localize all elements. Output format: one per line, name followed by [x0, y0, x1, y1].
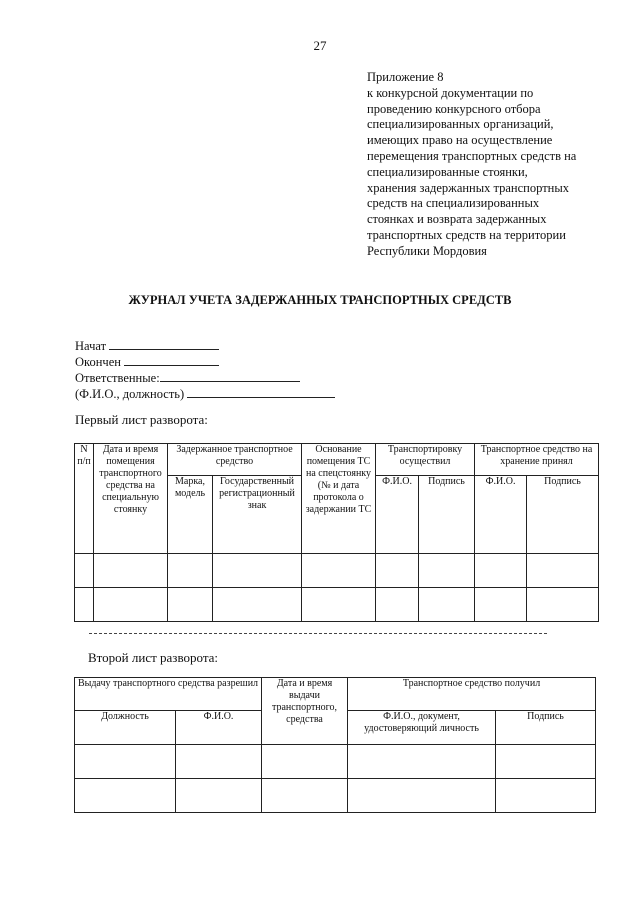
table-cell: [176, 745, 262, 779]
started-field: [75, 338, 335, 354]
responsible-blank-line: [160, 370, 300, 382]
finished-label: Окончен: [75, 355, 121, 369]
table-cell: [75, 779, 176, 813]
table-cell: [475, 554, 527, 588]
table-cell: [168, 588, 213, 622]
table-cell: [419, 554, 475, 588]
header-sign-storage: Подпись: [527, 476, 599, 554]
header-received: Транспортное средство получил: [348, 678, 596, 711]
header-fio: Ф.И.О.: [176, 711, 262, 745]
name-position-label: (Ф.И.О., должность): [75, 387, 185, 401]
table-cell: [262, 779, 348, 813]
responsible-field: [75, 370, 335, 386]
table-cell: [376, 588, 419, 622]
table-cell: [94, 554, 168, 588]
first-sheet-table: [74, 443, 599, 622]
table-cell: [475, 588, 527, 622]
header-issue-permitted: Выдачу транспортного средства разрешил: [75, 678, 262, 711]
appendix-line: перемещения транспортных средств на: [367, 148, 577, 163]
header-regsign: Государственный регистрационный знак: [213, 476, 302, 554]
table-cell: [302, 588, 376, 622]
finished-blank-line: [124, 354, 219, 366]
table-cell: [75, 554, 94, 588]
header-transported: Транспортировку осуществил: [376, 444, 475, 476]
table-cell: [496, 745, 596, 779]
appendix-line: специализированные стоянки,: [367, 164, 528, 179]
name-position-blank-line: [187, 386, 335, 398]
header-make: Марка, модель: [168, 476, 213, 554]
table-cell: [262, 745, 348, 779]
table-cell: [376, 554, 419, 588]
header-basis: Основание помещения ТС на спецстоянку (№ и дата протокола о задержании ТС: [302, 444, 376, 554]
header-stored: Транспортное средство на хранение принял: [475, 444, 599, 476]
appendix-note: [367, 70, 632, 260]
table-cell: [348, 779, 496, 813]
name-position-field: [75, 386, 335, 402]
started-label: Начат: [75, 339, 107, 353]
page-number: 27: [313, 38, 327, 53]
table-cell: [213, 554, 302, 588]
table-cell: [419, 588, 475, 622]
table-cell: [496, 779, 596, 813]
header-fio-storage: Ф.И.О.: [475, 476, 527, 554]
header-vehicle: Задержанное транспортное средство: [168, 444, 302, 476]
document-title: ЖУРНАЛ УЧЕТА ЗАДЕРЖАННЫХ ТРАНСПОРТНЫХ СРЕДСТВ: [128, 293, 512, 307]
table-row: [75, 588, 599, 622]
journal-fields: [75, 338, 335, 402]
sheet-divider: [89, 633, 547, 634]
table-row: [75, 745, 596, 779]
second-sheet-label: Второй лист разворота:: [88, 650, 219, 665]
appendix-line: транспортных средств на территории: [367, 227, 566, 242]
table-row: [75, 779, 596, 813]
appendix-line: Приложение 8: [367, 70, 444, 84]
table-cell: [168, 554, 213, 588]
table-cell: [302, 554, 376, 588]
second-sheet-table: [74, 677, 596, 813]
header-issue-datetime: Дата и время выдачи транспортного, средства: [262, 678, 348, 745]
appendix-line: хранения задержанных транспортных: [367, 180, 569, 195]
responsible-label: Ответственные:: [75, 371, 160, 385]
appendix-line: Республики Мордовия: [367, 243, 487, 258]
table-cell: [94, 588, 168, 622]
appendix-line: специализированных организаций,: [367, 117, 554, 132]
table-row: [75, 554, 599, 588]
appendix-line: стоянках и возврата задержанных: [367, 212, 547, 227]
table-cell: [527, 588, 599, 622]
first-sheet-label: Первый лист разворота:: [75, 412, 208, 427]
started-blank-line: [109, 338, 219, 350]
header-position: Должность: [75, 711, 176, 745]
table-cell: [176, 779, 262, 813]
appendix-line: к конкурсной документации по: [367, 85, 534, 100]
appendix-line: средств на специализированных: [367, 196, 540, 211]
header-sign-transport: Подпись: [419, 476, 475, 554]
table-cell: [75, 745, 176, 779]
table-cell: [348, 745, 496, 779]
table-cell: [527, 554, 599, 588]
header-datetime: Дата и время помещения транспортного средства на специальную стоянку: [94, 444, 168, 554]
header-fio-transport: Ф.И.О.: [376, 476, 419, 554]
table-cell: [75, 588, 94, 622]
table-cell: [213, 588, 302, 622]
header-fio-document: Ф.И.О., документ, удостоверяющий личность: [348, 711, 496, 745]
finished-field: [75, 354, 335, 370]
appendix-line: имеющих право на осуществление: [367, 133, 553, 148]
header-number: N п/п: [75, 444, 94, 554]
header-signature: Подпись: [496, 711, 596, 745]
appendix-line: проведению конкурсного отбора: [367, 101, 541, 116]
